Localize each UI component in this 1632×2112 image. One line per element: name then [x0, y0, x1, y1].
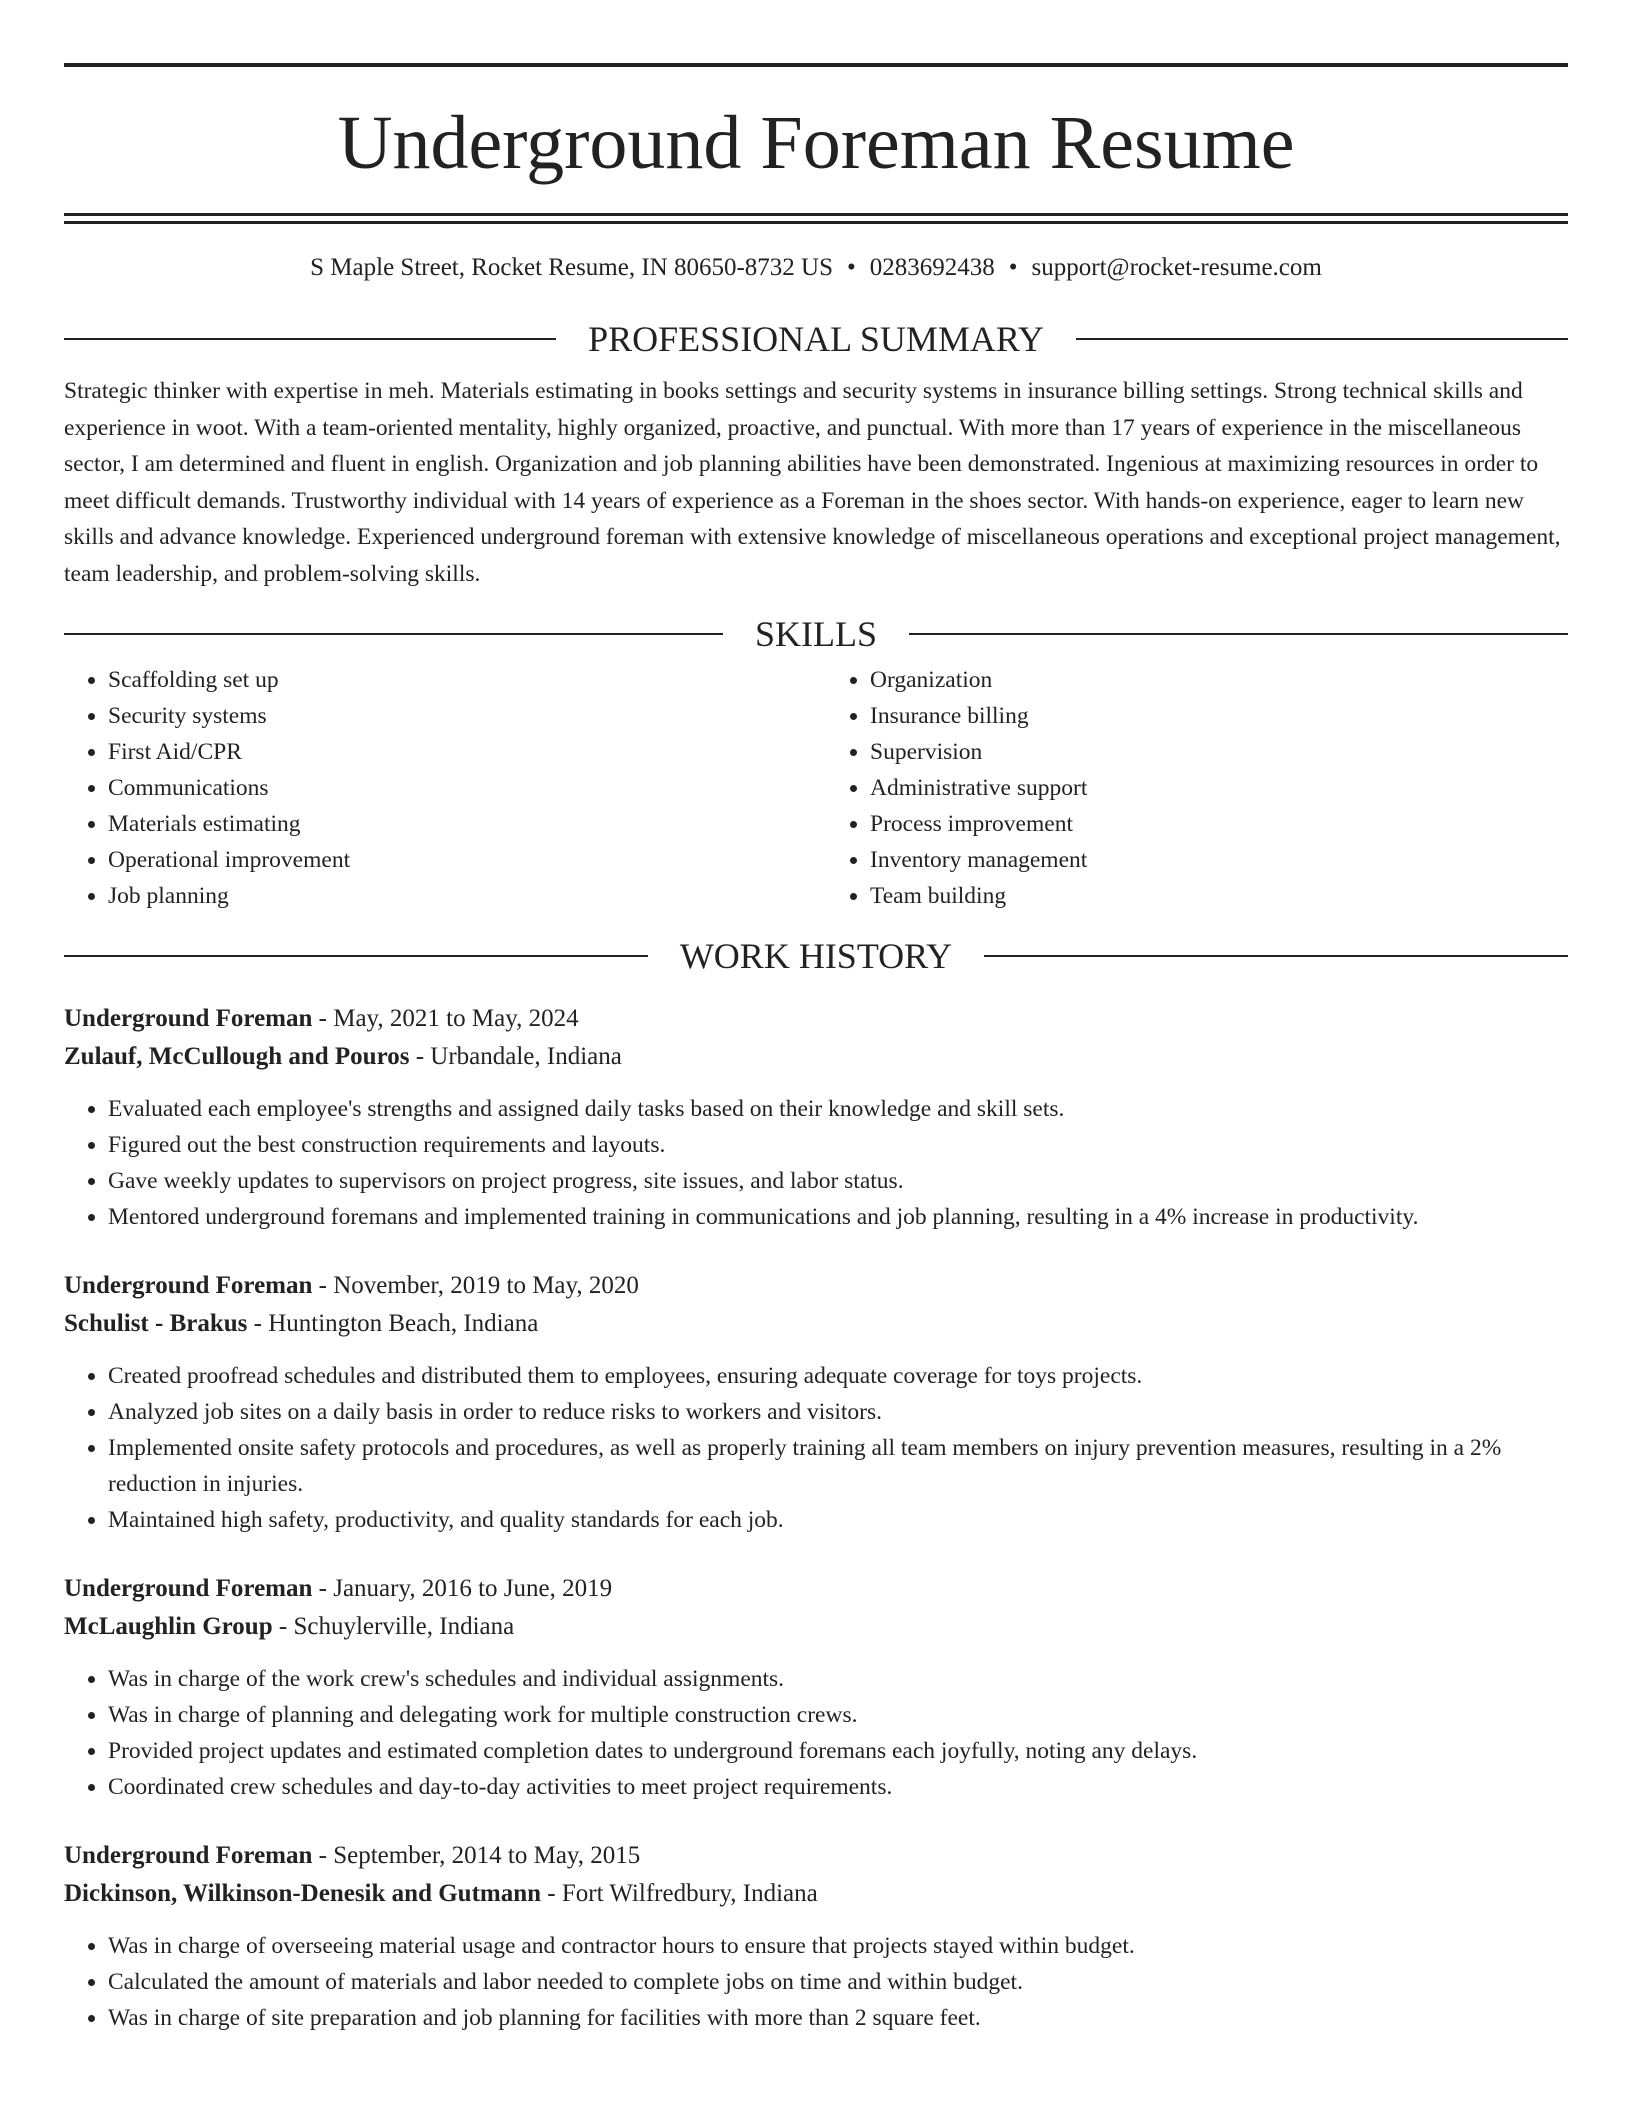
skills-heading-label: SKILLS [755, 614, 878, 654]
job-entry [64, 1837, 1568, 2036]
job-company: Zulauf, McCullough and Pouros [64, 1043, 410, 1070]
skill-item: • Inventory management [870, 842, 1568, 878]
job-bullet: • Analyzed job sites on a daily basis in order to reduce risks to workers and visitors. [108, 1394, 1568, 1430]
job-bullet: • Provided project updates and estimated completion dates to underground foremans each joyfully, noting any delays. [108, 1733, 1568, 1769]
header-top-rule [64, 63, 1568, 67]
job-bullets [64, 1928, 1568, 2036]
job-company-line [64, 1875, 1568, 1913]
work-history-heading-label: WORK HISTORY [679, 936, 953, 976]
job-bullet: • Evaluated each employee's strengths and assigned daily tasks based on their knowledge and skill sets. [108, 1091, 1568, 1127]
skill-item: • Process improvement [870, 806, 1568, 842]
skill-item: • Job planning [108, 878, 806, 914]
skill-item: • Organization [870, 662, 1568, 698]
job-title-line [64, 1570, 1568, 1608]
contact-separator: • [1008, 254, 1018, 281]
job-entry [64, 1000, 1568, 1235]
job-title-line [64, 1267, 1568, 1305]
job-dates: - January, 2016 to June, 2019 [312, 1575, 613, 1602]
job-bullet: • Mentored underground foremans and implemented training in communications and job planning, resulting in a 4% increase in productivity. [108, 1199, 1568, 1235]
job-dates: - November, 2019 to May, 2020 [312, 1272, 639, 1299]
skill-item: • Supervision [870, 734, 1568, 770]
heading-rule-right [984, 955, 1568, 957]
skill-item: • Communications [108, 770, 806, 806]
job-company: Schulist - Brakus [64, 1310, 248, 1337]
job-title: Underground Foreman [64, 1272, 313, 1299]
job-bullet: • Implemented onsite safety protocols and procedures, as well as properly training all team members on injury prevention measures, resulting in a 2% reduction in injuries. [108, 1430, 1568, 1502]
header-double-rule [64, 213, 1568, 224]
job-title-line [64, 1000, 1568, 1038]
job-company: McLaughlin Group [64, 1613, 273, 1640]
job-title: Underground Foreman [64, 1575, 313, 1602]
job-bullet: • Was in charge of overseeing material usage and contractor hours to ensure that projects stayed within budget. [108, 1928, 1568, 1964]
job-location: - Urbandale, Indiana [409, 1043, 622, 1070]
contact-phone: 0283692438 [869, 254, 995, 281]
job-location: - Schuylerville, Indiana [272, 1613, 515, 1640]
job-dates: - September, 2014 to May, 2015 [312, 1842, 641, 1869]
skill-item: • Security systems [108, 698, 806, 734]
job-bullet: • Was in charge of the work crew's schedules and individual assignments. [108, 1661, 1568, 1697]
job-title: Underground Foreman [64, 1842, 313, 1869]
job-title: Underground Foreman [64, 1005, 313, 1032]
skills-column-left [64, 662, 806, 914]
job-entry [64, 1267, 1568, 1538]
job-bullet: • Coordinated crew schedules and day-to-day activities to meet project requirements. [108, 1769, 1568, 1805]
skills-heading [64, 614, 1568, 654]
skill-item: • Insurance billing [870, 698, 1568, 734]
skill-item: • Administrative support [870, 770, 1568, 806]
skill-item: • Materials estimating [108, 806, 806, 842]
job-company-line [64, 1038, 1568, 1076]
contact-separator: • [847, 254, 856, 281]
summary-heading [64, 319, 1568, 359]
skill-item: • Team building [870, 878, 1568, 914]
heading-rule-left [64, 633, 723, 635]
job-title-line [64, 1837, 1568, 1875]
contact-email[interactable]: support@rocket-resume.com [1031, 254, 1322, 281]
job-entry [64, 1570, 1568, 1805]
job-bullet: • Created proofread schedules and distributed them to employees, ensuring adequate coverage for toys projects. [108, 1358, 1568, 1394]
heading-rule-left [64, 955, 648, 957]
heading-rule-left [64, 338, 556, 340]
resume-title: Underground Foreman Resume [337, 101, 1295, 185]
professional-summary: Strategic thinker with expertise in meh. Materials estimating in books settings and security systems in insurance billing settings. Strong technical skills and experience in woot. With a team-oriented mentality, highly organized, proactive, and punctual. With more than 17 years of experience in the miscellaneous sector, I am determined and fluent in english. Organization and job planning abilities have been demonstrated. Ingenious at maximizing resources in order to meet difficult demands. Trustworthy individual with 14 years of experience as a Foreman in the shoes sector. With hands-on experience, eager to learn new skills and advance knowledge. Experienced underground foreman with extensive knowledge of miscellaneous operations and exceptional project management, team leadership, and problem-solving skills. [64, 378, 1561, 587]
skill-item: • Scaffolding set up [108, 662, 806, 698]
job-location: - Fort Wilfredbury, Indiana [541, 1880, 818, 1907]
heading-rule-right [1076, 338, 1568, 340]
job-company-line [64, 1608, 1568, 1646]
skill-item: • First Aid/CPR [108, 734, 806, 770]
skills-list [64, 662, 1568, 914]
job-bullets [64, 1091, 1568, 1235]
job-location: - Huntington Beach, Indiana [247, 1310, 539, 1337]
job-company-line [64, 1305, 1568, 1343]
job-bullets [64, 1358, 1568, 1538]
job-bullet: • Was in charge of site preparation and job planning for facilities with more than 2 square feet. [108, 2000, 1568, 2036]
work-history-heading [64, 936, 1568, 976]
contact-line [64, 253, 1568, 283]
job-bullet: • Gave weekly updates to supervisors on project progress, site issues, and labor status. [108, 1163, 1568, 1199]
skill-item: • Operational improvement [108, 842, 806, 878]
job-bullet: • Figured out the best construction requirements and layouts. [108, 1127, 1568, 1163]
job-bullet: • Maintained high safety, productivity, and quality standards for each job. [108, 1502, 1568, 1538]
job-bullet: • Calculated the amount of materials and labor needed to complete jobs on time and within budget. [108, 1964, 1568, 2000]
heading-rule-right [909, 633, 1568, 635]
job-bullet: • Was in charge of planning and delegating work for multiple construction crews. [108, 1697, 1568, 1733]
skills-column-right [826, 662, 1568, 914]
job-company: Dickinson, Wilkinson-Denesik and Gutmann [64, 1880, 542, 1907]
contact-address: S Maple Street, Rocket Resume, IN 80650-8732 US [310, 254, 834, 281]
summary-heading-label: PROFESSIONAL SUMMARY [588, 319, 1044, 359]
resume-page [64, 0, 1568, 2036]
job-bullets [64, 1661, 1568, 1805]
job-dates: - May, 2021 to May, 2024 [312, 1005, 579, 1032]
